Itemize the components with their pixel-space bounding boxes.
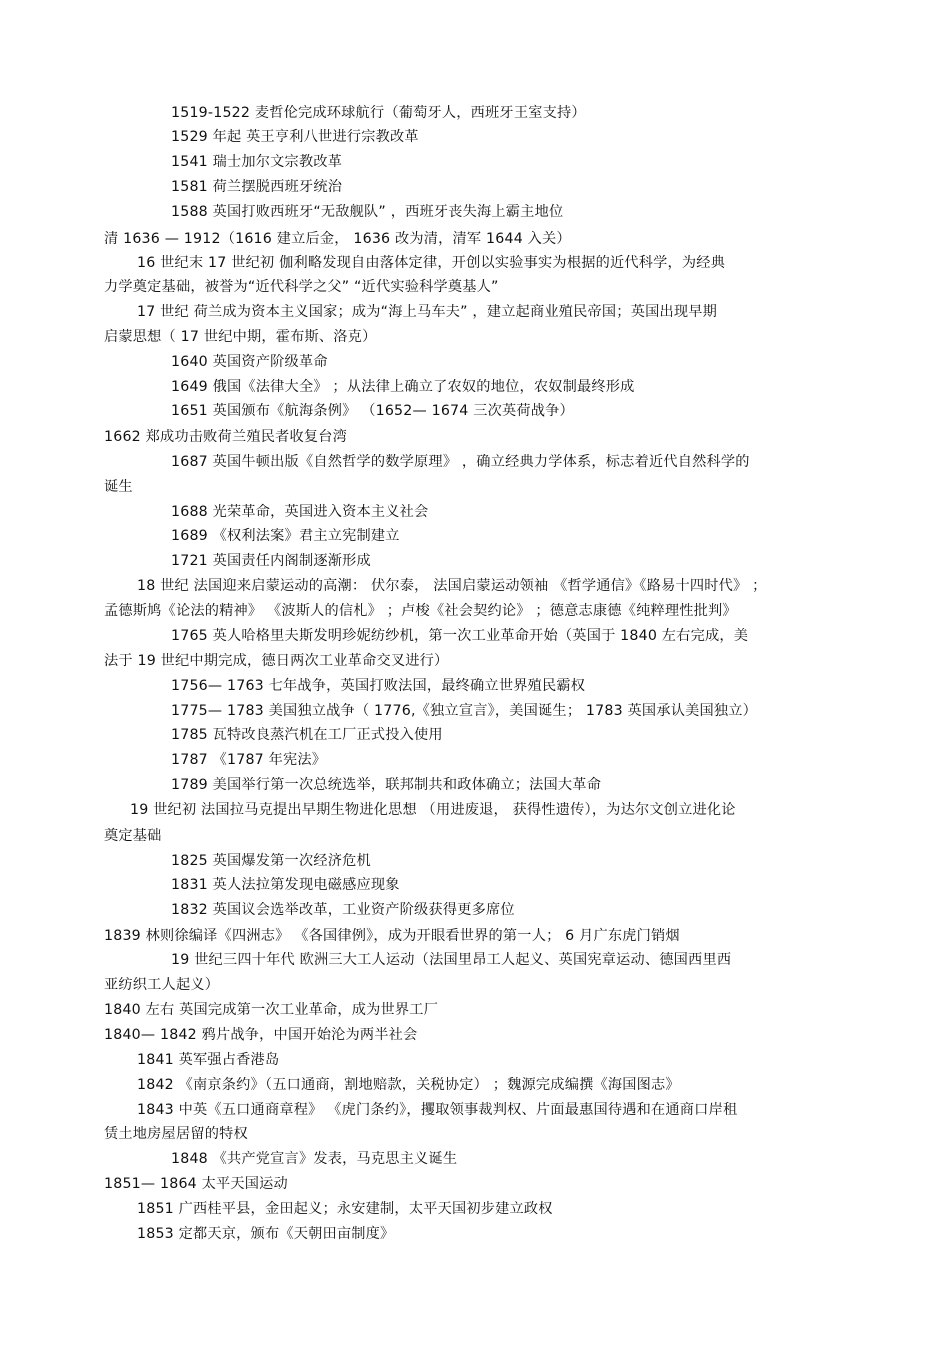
text-line: 1640 英国资产阶级革命 [171,354,328,370]
text-line: 1839 林则徐编译《四洲志》 《各国律例》，成为开眼看世界的第一人； 6 月广东虎门销烟 [104,928,680,944]
text-line: 1756— 1763 七年战争，英国打败法国，最终确立世界殖民霸权 [171,678,586,694]
text-line: 1841 英军强占香港岛 [137,1052,280,1068]
text-line: 孟德斯鸠《论法的精神》 《波斯人的信札》 ；卢梭《社会契约论》 ；德意志康德《纯粹理性批判》 [104,603,737,619]
text-line: 1842 《南京条约》（五口通商，割地赔款，关税协定） ；魏源完成编撰《海国图志》 [137,1077,680,1093]
text-line: 1529 年起 英王亨利八世进行宗教改革 [171,129,419,145]
text-line: 1840— 1842 鸦片战争，中国开始沦为两半社会 [104,1027,418,1043]
text-line: 16 世纪末 17 世纪初 伽利略发现自由落体定律，开创以实验事实为根据的近代科学，为经典 [137,255,726,271]
text-line: 1851 广西桂平县，金田起义；永安建制，太平天国初步建立政权 [137,1201,553,1217]
text-line: 法于 19 世纪中期完成，德日两次工业革命交叉进行） [104,653,449,669]
text-line: 1688 光荣革命，英国进入资本主义社会 [171,504,429,520]
text-line: 17 世纪 荷兰成为资本主义国家；成为“海上马车夫” ，建立起商业殖民帝国；英国出现早期 [137,304,718,320]
text-line: 亚纺织工人起义） [104,977,220,993]
text-line: 1689 《权利法案》君主立宪制建立 [171,528,400,544]
text-line: 1825 英国爆发第一次经济危机 [171,853,371,869]
text-line: 1832 英国议会选举改革，工业资产阶级获得更多席位 [171,902,515,918]
text-line: 1785 瓦特改良蒸汽机在工厂正式投入使用 [171,727,443,743]
text-line: 启蒙思想（ 17 世纪中期，霍布斯、洛克） [104,329,377,345]
text-line: 力学奠定基础，被誉为“近代科学之父” “近代实验科学奠基人” [104,279,499,295]
text-line: 1687 英国牛顿出版《自然哲学的数学原理》 ，确立经典力学体系，标志着近代自然科学的 [171,454,750,470]
text-line: 1721 英国责任内阁制逐渐形成 [171,553,371,569]
text-line: 1789 美国举行第一次总统选举，联邦制共和政体确立；法国大革命 [171,777,602,793]
text-line: 1831 英人法拉第发现电磁感应现象 [171,877,400,893]
text-line: 1649 俄国《法律大全》 ；从法律上确立了农奴的地位，农奴制最终形成 [171,379,635,395]
text-line: 19 世纪三四十年代 欧洲三大工人运动（法国里昂工人起义、英国宪章运动、德国西里西 [171,952,732,968]
text-line: 1853 定都天京，颁布《天朝田亩制度》 [137,1226,395,1242]
text-line: 1662 郑成功击败荷兰殖民者收复台湾 [104,429,348,445]
text-line: 1581 荷兰摆脱西班牙统治 [171,179,343,195]
text-line: 18 世纪 法国迎来启蒙运动的高潮： 伏尔泰， 法国启蒙运动领袖 《哲学通信》《路易十四时代》 ； [137,578,767,594]
text-line: 1588 英国打败西班牙“无敌舰队” ，西班牙丧失海上霸主地位 [171,204,564,220]
text-line: 1840 左右 英国完成第一次工业革命，成为世界工厂 [104,1002,439,1018]
text-line: 诞生 [104,479,133,495]
text-line: 赁土地房屋居留的特权 [104,1126,248,1142]
text-line: 1843 中英《五口通商章程》 《虎门条约》，攫取领事裁判权、片面最惠国待遇和在通商口岸租 [137,1102,738,1118]
text-line: 1787 《1787 年宪法》 [171,752,327,768]
text-line: 1541 瑞士加尔文宗教改革 [171,154,343,170]
text-line: 1848 《共产党宣言》发表，马克思主义诞生 [171,1151,458,1167]
text-line: 19 世纪初 法国拉马克提出早期生物进化思想 （用进废退， 获得性遗传），为达尔文创立进化论 [130,802,736,818]
text-line: 1765 英人哈格里夫斯发明珍妮纺纱机，第一次工业革命开始（英国于 1840 左右完成，美 [171,628,749,644]
text-line: 清 1636 — 1912（1616 建立后金， 1636 改为清，清军 1644 入关） [104,231,571,247]
text-line: 1851— 1864 太平天国运动 [104,1176,288,1192]
text-line: 1519-1522 麦哲伦完成环球航行（葡萄牙人，西班牙王室支持） [171,105,586,121]
text-line: 奠定基础 [104,828,162,844]
text-line: 1651 英国颁布《航海条例》 （1652— 1674 三次英荷战争） [171,403,574,419]
text-line: 1775— 1783 美国独立战争（ 1776,《独立宣言》，美国诞生； 1783 英国承认美国独立） [171,703,758,719]
